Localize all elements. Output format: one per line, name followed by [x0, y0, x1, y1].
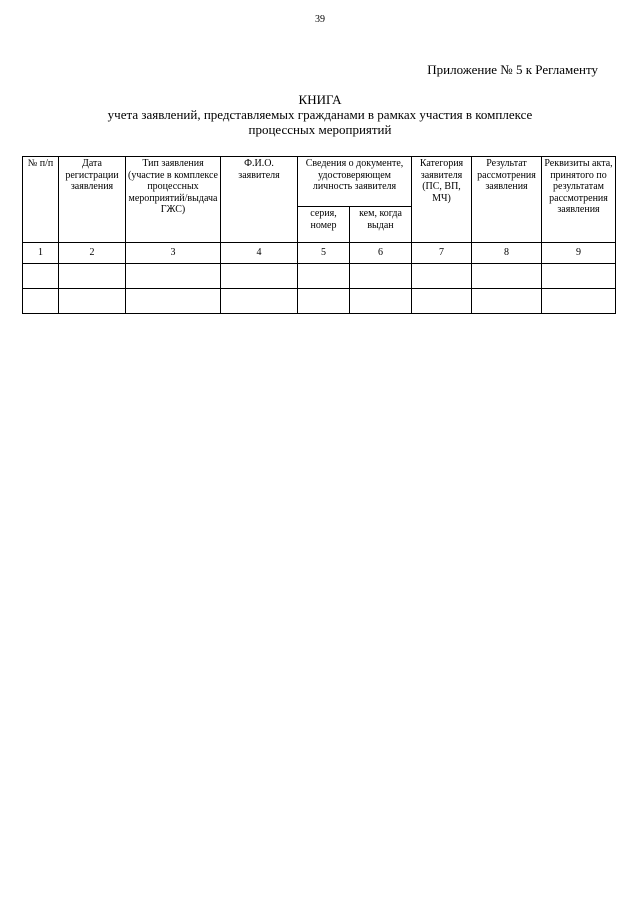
empty-cell	[221, 264, 298, 289]
title-line-1: КНИГА	[298, 92, 342, 107]
column-number: 3	[126, 243, 221, 264]
header-series-number: серия, номер	[298, 207, 350, 243]
empty-cell	[59, 289, 126, 314]
column-number: 5	[298, 243, 350, 264]
appendix-label: Приложение № 5 к Регламенту	[427, 62, 598, 77]
column-number: 1	[23, 243, 59, 264]
column-number: 9	[542, 243, 616, 264]
column-number: 2	[59, 243, 126, 264]
header-act-details: Реквизиты акта, принятого по результатам рассмотрения заявления	[542, 157, 616, 243]
empty-cell	[298, 289, 350, 314]
title-line-2: учета заявлений, представляемых гражданами в рамках участия в комплексе	[107, 107, 533, 122]
registry-table	[22, 156, 616, 314]
empty-cell	[350, 289, 412, 314]
document-title	[60, 92, 580, 137]
column-number: 4	[221, 243, 298, 264]
empty-cell	[23, 264, 59, 289]
column-number: 7	[412, 243, 472, 264]
empty-cell	[350, 264, 412, 289]
header-identity-document: Сведения о документе, удостоверяющем личность заявителя	[298, 157, 412, 207]
column-number-row	[23, 243, 616, 264]
empty-cell	[542, 264, 616, 289]
header-application-type: Тип заявления (участие в комплексе процессных мероприятий/выдача ГЖС)	[126, 157, 221, 243]
empty-cell	[412, 264, 472, 289]
column-number: 6	[350, 243, 412, 264]
header-number: № п/п	[23, 157, 59, 243]
title-line-3: процессных мероприятий	[248, 122, 392, 137]
header-issued-by: кем, когда выдан	[350, 207, 412, 243]
empty-cell	[472, 289, 542, 314]
header-applicant-category: Категория заявителя (ПС, ВП, МЧ)	[412, 157, 472, 243]
empty-cell	[23, 289, 59, 314]
table-row	[23, 264, 616, 289]
empty-cell	[298, 264, 350, 289]
header-applicant-name: Ф.И.О. заявителя	[221, 157, 298, 243]
empty-cell	[126, 264, 221, 289]
table-row	[23, 289, 616, 314]
header-review-result: Результат рассмотрения заявления	[472, 157, 542, 243]
empty-cell	[542, 289, 616, 314]
empty-cell	[126, 289, 221, 314]
column-number: 8	[472, 243, 542, 264]
empty-cell	[221, 289, 298, 314]
empty-cell	[472, 264, 542, 289]
empty-cell	[412, 289, 472, 314]
page-number: 39	[315, 14, 325, 25]
empty-cell	[59, 264, 126, 289]
header-registration-date: Дата регистрации заявления	[59, 157, 126, 243]
